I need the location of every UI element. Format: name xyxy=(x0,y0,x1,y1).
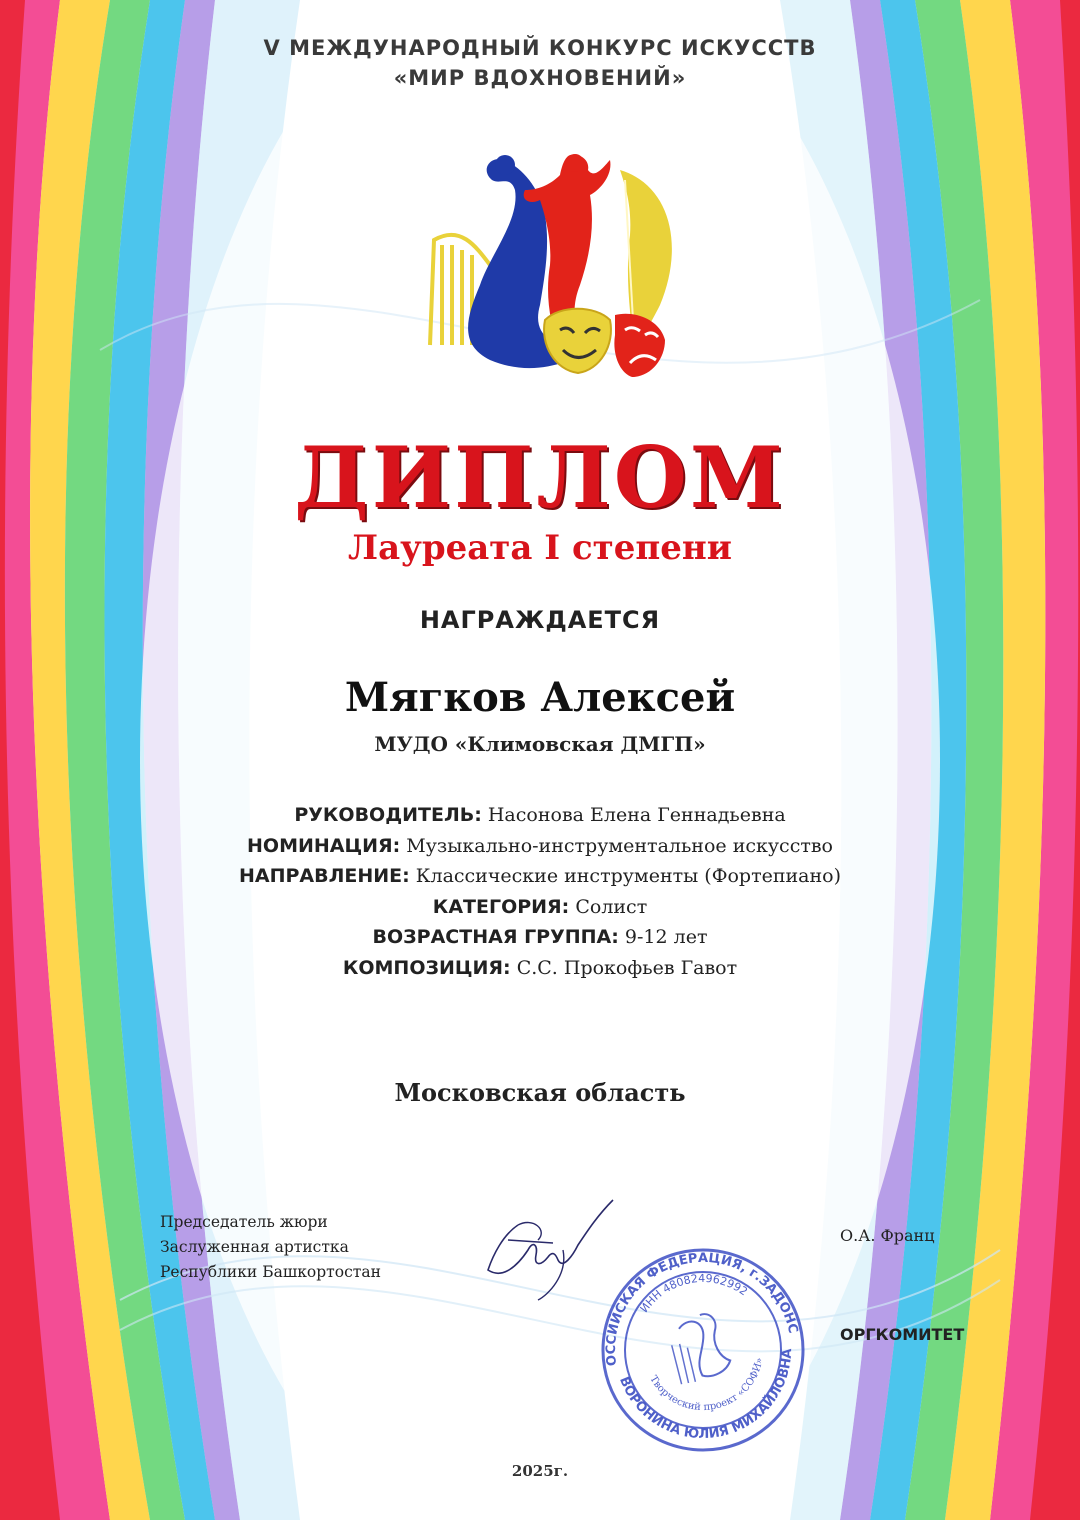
detail-key: КОМПОЗИЦИЯ: xyxy=(342,956,511,979)
dance-theatre-logo-icon xyxy=(420,145,690,380)
year: 2025г. xyxy=(511,1462,569,1480)
detail-value: 9-12 лет xyxy=(618,926,708,948)
jury-line: Председатель жюри xyxy=(160,1213,328,1231)
detail-value: Музыкально-инструментальное искусство xyxy=(400,834,833,857)
svg-text:ВОРОНИНА ЮЛИЯ МИХАЙЛОВНА xyxy=(615,1346,808,1455)
detail-key: КАТЕГОРИЯ: xyxy=(432,895,570,918)
detail-direction xyxy=(0,861,1080,892)
detail-supervisor xyxy=(0,800,1080,831)
contest-title-line1: V МЕЖДУНАРОДНЫЙ КОНКУРС ИСКУССТВ xyxy=(263,36,817,60)
detail-value: Солист xyxy=(569,895,648,918)
organization-stamp-icon xyxy=(598,1245,808,1455)
detail-nomination xyxy=(0,831,1080,862)
detail-key: НАПРАВЛЕНИЕ: xyxy=(238,865,410,887)
svg-text:РОССИЙСКАЯ ФЕДЕРАЦИЯ, г.ЗАДОНС xyxy=(598,1245,801,1370)
detail-key: РУКОВОДИТЕЛЬ: xyxy=(294,804,482,826)
detail-value: Классические инструменты (Фортепиано) xyxy=(409,865,841,887)
stamp-bottom-text: ВОРОНИНА ЮЛИЯ МИХАЙЛОВНА xyxy=(616,1348,796,1443)
detail-value: Насонова Елена Геннадьевна xyxy=(481,804,786,826)
detail-key: НОМИНАЦИЯ: xyxy=(247,834,401,857)
region: Московская область xyxy=(394,1078,686,1107)
diploma-title: ДИПЛОМ xyxy=(294,428,786,527)
jury-line: Республики Башкортостан xyxy=(160,1263,381,1281)
jury-line: Заслуженная артистка xyxy=(160,1238,349,1256)
diploma-subtitle: Лауреата I степени xyxy=(348,528,732,568)
stamp-inner-text: Творческий проект «СОФИ» xyxy=(647,1356,766,1414)
detail-composition xyxy=(0,953,1080,984)
stamp-outer-text: РОССИЙСКАЯ ФЕДЕРАЦИЯ, г.ЗАДОНСК xyxy=(603,1250,801,1367)
signature-icon xyxy=(478,1195,618,1305)
jury-chair-name: О.А. Франц xyxy=(840,1226,935,1245)
jury-chair-block xyxy=(160,1210,381,1285)
details-list xyxy=(0,800,1080,983)
recipient-name: Мягков Алексей xyxy=(344,674,736,721)
awarded-label: НАГРАЖДАЕТСЯ xyxy=(419,606,661,634)
detail-category xyxy=(0,892,1080,923)
detail-key: ВОЗРАСТНАЯ ГРУППА: xyxy=(372,926,619,948)
detail-value: С.С. Прокофьев Гавот xyxy=(510,956,738,979)
stamp-inn: ИНН 480824962992 xyxy=(637,1271,750,1316)
contest-title-line2: «МИР ВДОХНОВЕНИЙ» xyxy=(393,66,687,90)
detail-age-group xyxy=(0,922,1080,953)
orgcommittee-label: ОРГКОМИТЕТ xyxy=(840,1325,965,1344)
recipient-organization: МУДО «Климовская ДМГП» xyxy=(374,732,706,756)
